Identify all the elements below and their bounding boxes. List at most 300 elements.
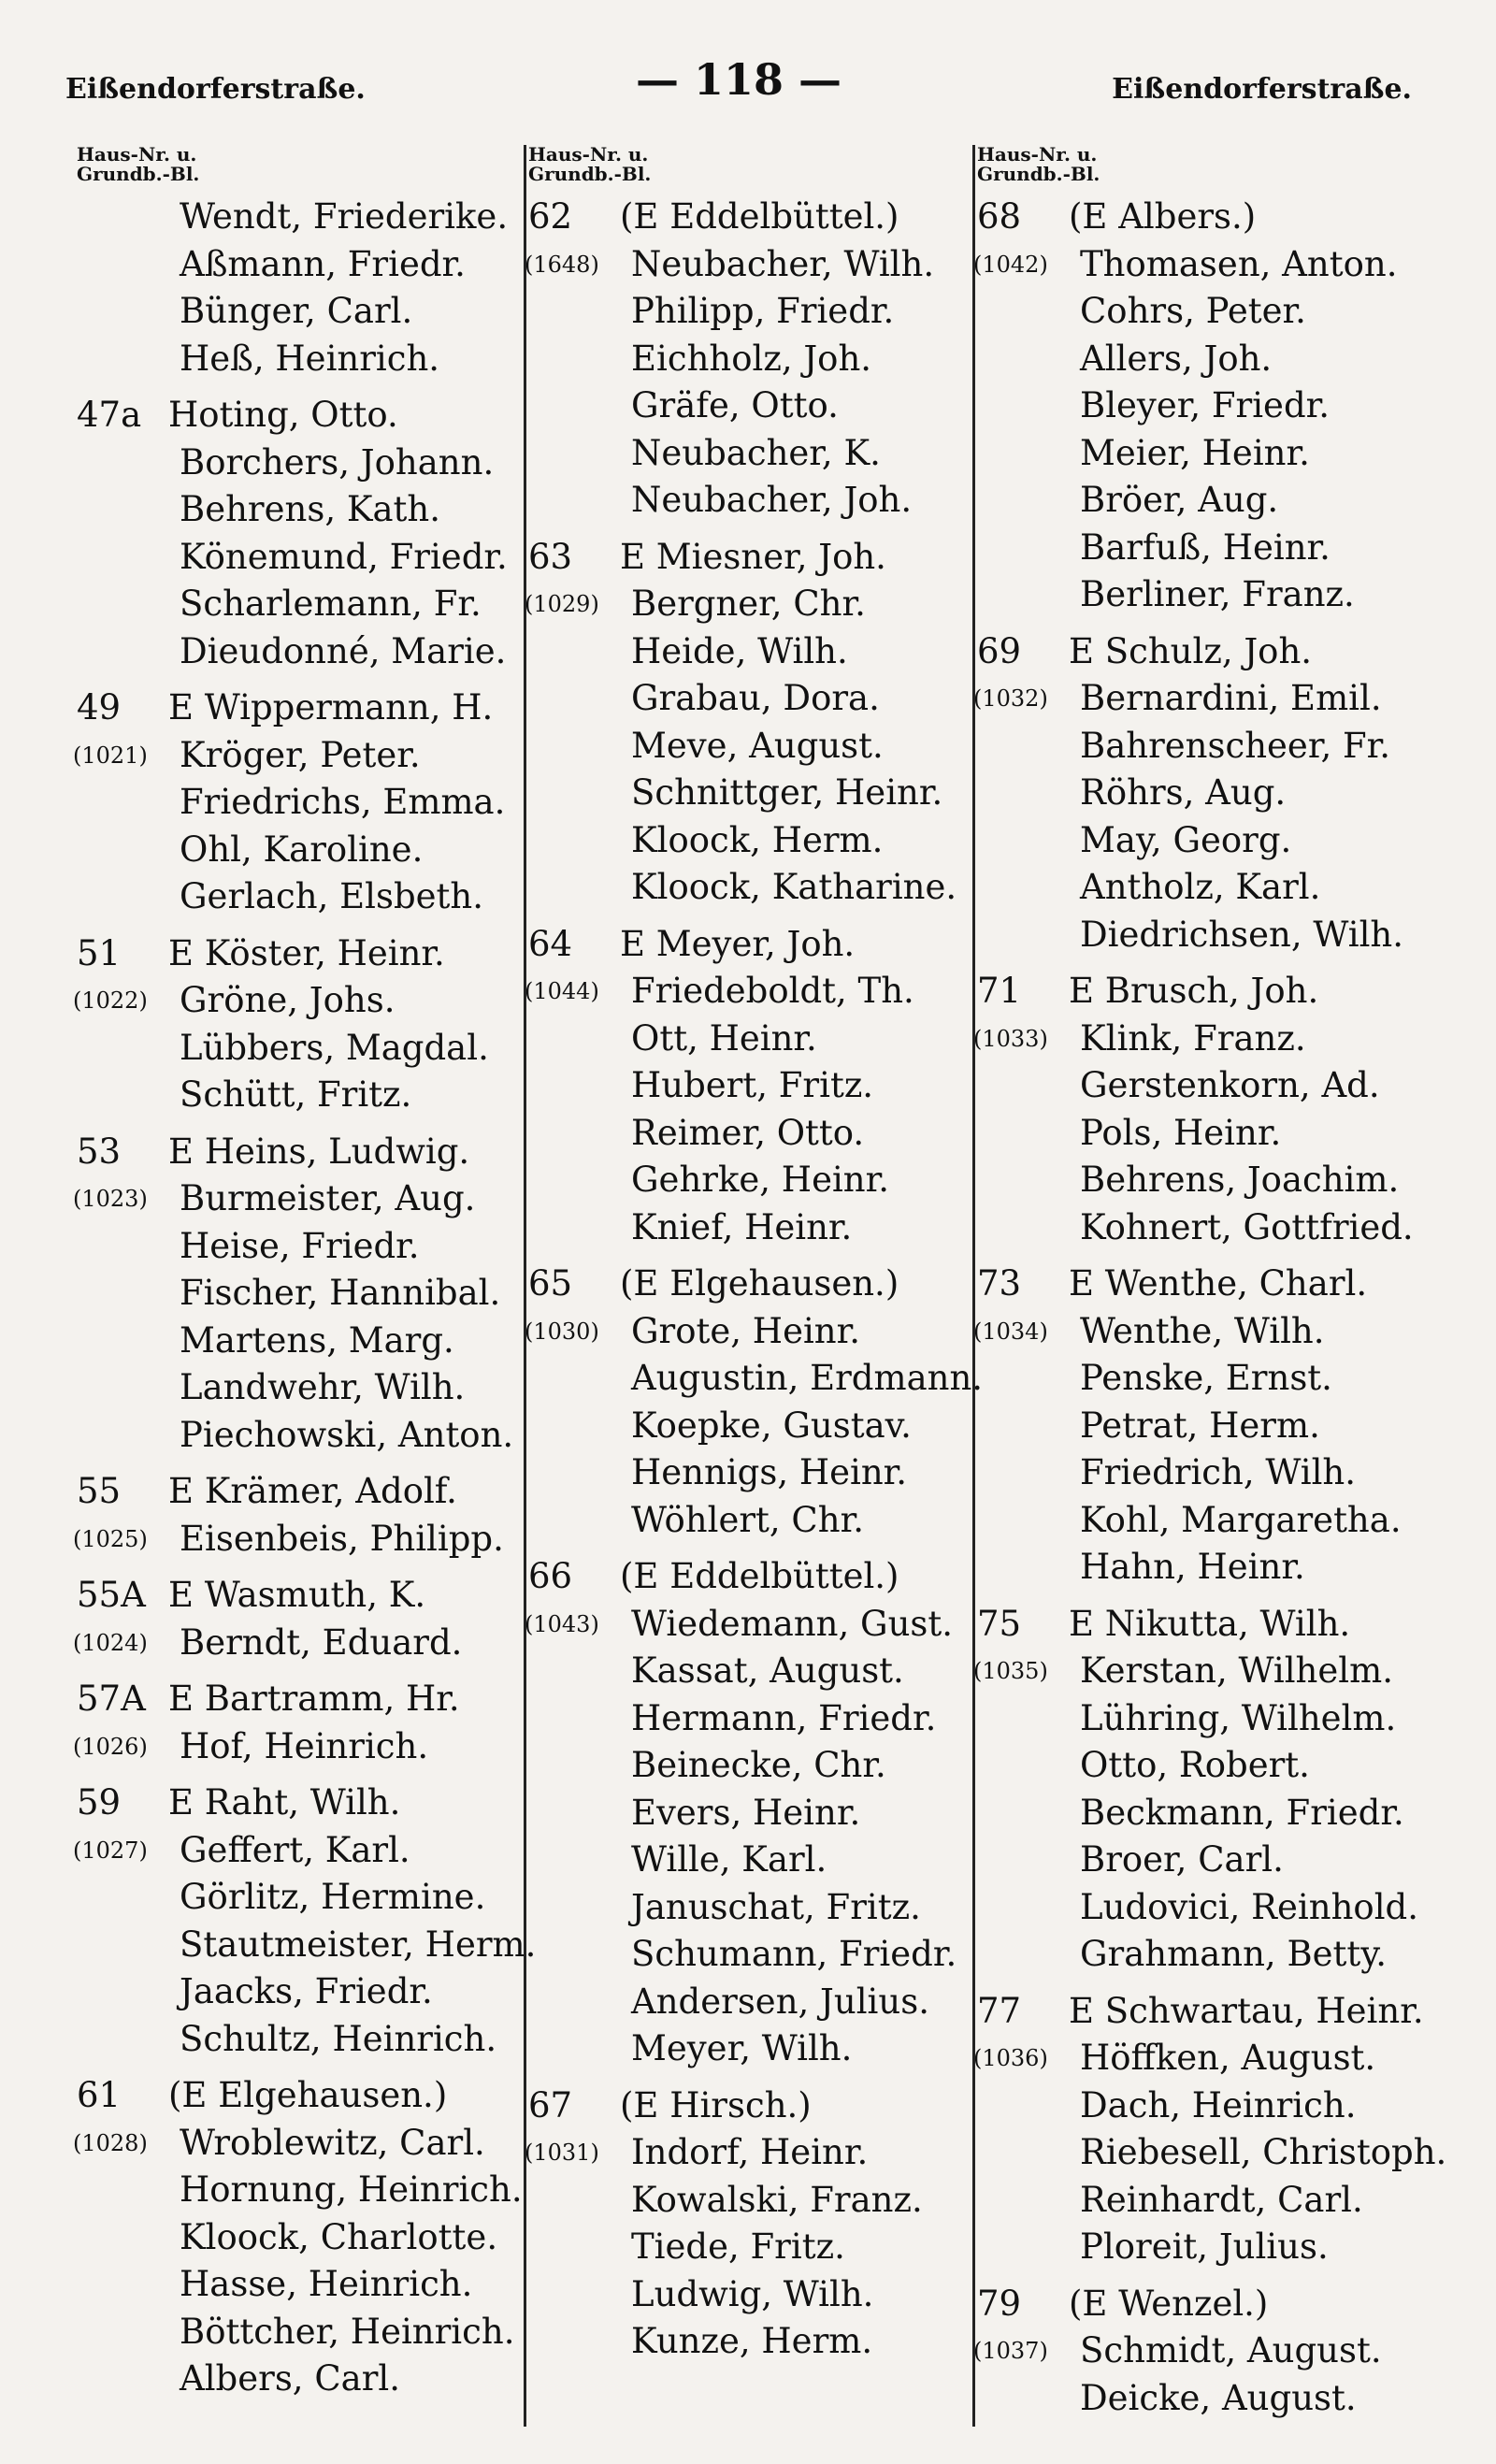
resident-row xyxy=(975,1449,1415,1497)
house-owner: (E Wenzel.) xyxy=(1069,2283,1269,2324)
house-owner: E Wasmuth, K. xyxy=(168,1575,426,1615)
entry-gap xyxy=(526,1544,966,1553)
resident-row xyxy=(526,1062,966,1110)
resident-name: Broer, Carl. xyxy=(1080,1839,1284,1880)
resident-row xyxy=(975,1497,1415,1545)
resident-name: Behrens, Joachim. xyxy=(1080,1160,1400,1200)
house-entry xyxy=(973,1979,1447,2271)
resident-row xyxy=(975,1403,1415,1450)
entry-gap xyxy=(975,1251,1415,1261)
resident-name: Meier, Heinr. xyxy=(1080,432,1310,473)
resident-row xyxy=(975,770,1415,817)
resident-name: Schmidt, August. xyxy=(1080,2330,1382,2370)
resident-row xyxy=(526,1308,966,1356)
resident-name: Antholz, Karl. xyxy=(1080,867,1321,907)
resident-row xyxy=(526,1884,966,1932)
house-owner: E Heins, Ludwig. xyxy=(168,1131,470,1172)
resident-row xyxy=(975,288,1415,336)
house-row xyxy=(975,1261,1415,1308)
resident-name: Kassat, August. xyxy=(631,1650,904,1691)
house-owner: E Schulz, Joh. xyxy=(1069,630,1313,671)
resident-name: Grote, Heinr. xyxy=(631,1310,861,1351)
house-row xyxy=(75,1676,514,1723)
house-row xyxy=(75,1780,514,1827)
column-heading-line1: Haus-Nr. u. xyxy=(977,143,1098,166)
resident-row xyxy=(75,1025,514,1073)
resident-name: Könemund, Friedr. xyxy=(180,536,508,577)
house-number: 57A xyxy=(77,1679,146,1719)
house-entry xyxy=(975,194,1415,619)
resident-name: Augustin, Erdmann. xyxy=(631,1358,984,1398)
resident-name: Reimer, Otto. xyxy=(631,1112,865,1153)
house-owner: E Meyer, Joh. xyxy=(620,923,856,964)
resident-name: Wöhlert, Chr. xyxy=(631,1499,864,1540)
resident-row xyxy=(975,1157,1415,1204)
entry-gap xyxy=(75,1770,514,1780)
resident-name: Tiede, Fritz. xyxy=(631,2226,845,2267)
house-row xyxy=(526,534,966,582)
house-number: 73 xyxy=(977,1263,1022,1304)
resident-name: Meyer, Wilh. xyxy=(631,2028,853,2068)
house-row xyxy=(75,684,514,732)
resident-row xyxy=(75,2016,514,2064)
house-entry xyxy=(526,2073,966,2366)
resident-name: Piechowski, Anton. xyxy=(180,1414,514,1455)
resident-row xyxy=(75,827,514,874)
resident-name: Philipp, Friedr. xyxy=(631,291,895,331)
resident-name: Jaacks, Friedr. xyxy=(180,1971,433,2011)
grundbuch-number: (1032) xyxy=(973,685,1048,712)
house-row xyxy=(526,921,966,969)
resident-row xyxy=(75,2120,514,2168)
resident-row xyxy=(526,1931,966,1979)
resident-row xyxy=(526,1355,984,1403)
house-number: 49 xyxy=(77,687,122,728)
resident-name: Wenthe, Wilh. xyxy=(1080,1310,1325,1351)
resident-row xyxy=(526,817,966,865)
resident-name: Kerstan, Wilhelm. xyxy=(1080,1650,1393,1691)
house-row xyxy=(75,392,514,439)
resident-name: Lübbers, Magdal. xyxy=(180,1027,489,1068)
house-number: 62 xyxy=(528,196,573,237)
column-2 xyxy=(524,143,984,2427)
resident-name: Pols, Heinr. xyxy=(1080,1112,1282,1153)
grundbuch-number: (1042) xyxy=(973,251,1048,278)
entry-gap xyxy=(75,382,514,392)
house-row xyxy=(75,2072,514,2120)
column-heading-line2: Grundb.-Bl. xyxy=(528,163,652,185)
resident-name: Wroblewitz, Carl. xyxy=(180,2122,485,2163)
grundbuch-number: (1030) xyxy=(525,1318,599,1345)
resident-name: Ludovici, Reinhold. xyxy=(1080,1886,1418,1927)
resident-row xyxy=(975,723,1415,771)
resident-row xyxy=(526,2318,966,2366)
column-3 xyxy=(972,143,1447,2427)
resident-name: Martens, Marg. xyxy=(180,1319,454,1361)
house-owner: (E Elgehausen.) xyxy=(168,2075,448,2115)
resident-row xyxy=(526,1648,966,1695)
resident-row xyxy=(75,977,514,1025)
column-heading xyxy=(528,145,966,194)
house-number: 59 xyxy=(77,1782,122,1823)
resident-row xyxy=(75,1922,537,1969)
entry-gap xyxy=(526,525,966,534)
resident-row xyxy=(975,1544,1415,1592)
resident-name: Böttcher, Heinrich. xyxy=(180,2311,515,2352)
resident-name: Röhrs, Aug. xyxy=(1080,772,1287,813)
resident-name: Berliner, Franz. xyxy=(1080,574,1355,614)
house-row xyxy=(75,1468,514,1516)
resident-name: Hennigs, Heinr. xyxy=(631,1452,908,1492)
resident-row xyxy=(75,1827,514,1875)
house-number: 55 xyxy=(77,1471,122,1511)
resident-name: Eisenbeis, Philipp. xyxy=(180,1518,504,1559)
house-number: 61 xyxy=(77,2075,122,2115)
resident-name: Gröne, Johs. xyxy=(180,980,396,1020)
resident-row xyxy=(75,2356,514,2403)
resident-row xyxy=(975,1742,1415,1790)
resident-row xyxy=(75,1516,514,1563)
house-owner: E Krämer, Adolf. xyxy=(168,1471,457,1511)
resident-row xyxy=(75,1968,514,2016)
resident-name: Behrens, Kath. xyxy=(180,489,440,529)
grundbuch-number: (1026) xyxy=(73,1733,148,1760)
resident-name: Dieudonné, Marie. xyxy=(180,630,507,671)
resident-name: Grahmann, Betty. xyxy=(1080,1934,1388,1974)
house-number: 69 xyxy=(977,630,1022,671)
entry-gap xyxy=(75,2063,514,2072)
house-owner: (E Eddelbüttel.) xyxy=(620,196,899,237)
house-number: 53 xyxy=(77,1131,122,1172)
resident-name: Neubacher, K. xyxy=(631,432,881,473)
resident-row xyxy=(975,2177,1415,2225)
resident-row xyxy=(526,288,966,336)
house-entry xyxy=(526,912,966,1252)
entry-gap xyxy=(75,1666,514,1676)
house-entry xyxy=(973,1592,1418,1979)
house-number: 47a xyxy=(77,395,142,435)
resident-name: Reinhardt, Carl. xyxy=(1080,2179,1363,2220)
resident-row xyxy=(75,439,514,487)
resident-row xyxy=(75,2167,523,2214)
resident-name: Heß, Heinrich. xyxy=(180,338,440,379)
resident-row xyxy=(75,2309,514,2356)
resident-row xyxy=(975,1062,1415,1110)
resident-name: Kohnert, Gottfried. xyxy=(1080,1206,1414,1247)
grundbuch-number: (1648) xyxy=(525,251,599,278)
resident-name: Heise, Friedr. xyxy=(180,1225,420,1266)
house-entry xyxy=(75,1459,514,1563)
resident-row xyxy=(526,628,966,676)
resident-name: Hasse, Heinrich. xyxy=(180,2264,473,2304)
resident-name: Thomasen, Anton. xyxy=(1080,243,1398,284)
page-header xyxy=(65,54,1412,110)
entry-gap xyxy=(75,921,514,930)
entry-gap xyxy=(975,2271,1415,2281)
resident-name: Kloock, Herm. xyxy=(631,819,884,860)
house-entry xyxy=(526,1544,966,2073)
grundbuch-number: (1023) xyxy=(73,1186,148,1212)
resident-row xyxy=(526,1157,966,1204)
resident-row xyxy=(526,770,966,817)
house-number: 55A xyxy=(77,1575,146,1615)
grundbuch-number: (1031) xyxy=(525,2140,599,2166)
resident-row xyxy=(75,194,514,241)
resident-name: Lühring, Wilhelm. xyxy=(1080,1697,1397,1738)
entry-gap xyxy=(526,1251,966,1261)
resident-row xyxy=(75,336,514,383)
resident-name: Ohl, Karoline. xyxy=(180,829,424,870)
house-number: 51 xyxy=(77,932,122,973)
resident-name: Kohl, Margaretha. xyxy=(1080,1499,1402,1540)
column-heading xyxy=(977,145,1415,194)
resident-name: Koepke, Gustav. xyxy=(631,1405,912,1446)
resident-row xyxy=(526,241,966,289)
resident-name: Meve, August. xyxy=(631,725,884,766)
resident-row xyxy=(975,525,1415,572)
house-entry xyxy=(975,619,1415,959)
resident-row xyxy=(75,2214,514,2262)
resident-row xyxy=(75,1175,514,1223)
resident-name: Eichholz, Joh. xyxy=(631,338,872,379)
house-row xyxy=(526,2082,966,2130)
house-number: 65 xyxy=(528,1263,573,1304)
resident-name: Januschat, Fritz. xyxy=(631,1886,921,1927)
house-row xyxy=(975,628,1415,676)
house-entry xyxy=(75,1563,514,1666)
resident-row xyxy=(526,723,966,771)
resident-row xyxy=(526,968,966,1016)
house-row xyxy=(975,2281,1415,2328)
resident-row xyxy=(526,1742,966,1790)
entries-list xyxy=(973,194,1447,2422)
grundbuch-number: (1021) xyxy=(73,742,148,769)
house-owner: Hoting, Otto. xyxy=(168,395,398,435)
grundbuch-number: (1034) xyxy=(973,1318,1048,1345)
grundbuch-number: (1033) xyxy=(973,1025,1048,1052)
resident-row xyxy=(526,382,966,430)
resident-name: Diedrichsen, Wilh. xyxy=(1080,914,1404,955)
resident-row xyxy=(975,864,1415,912)
resident-name: Bernardini, Emil. xyxy=(1080,678,1382,718)
house-number: 63 xyxy=(528,536,573,577)
resident-name: Gehrke, Heinr. xyxy=(631,1160,890,1200)
house-number: 79 xyxy=(977,2283,1022,2324)
resident-name: Riebesell, Christoph. xyxy=(1080,2132,1447,2172)
resident-name: Hahn, Heinr. xyxy=(1080,1547,1305,1587)
resident-name: Allers, Joh. xyxy=(1080,338,1273,379)
resident-name: Bahrenscheer, Fr. xyxy=(1080,725,1391,766)
resident-name: Fischer, Hannibal. xyxy=(180,1273,501,1313)
resident-name: Hubert, Fritz. xyxy=(631,1065,874,1105)
resident-row xyxy=(975,1308,1415,1356)
resident-name: Bleyer, Friedr. xyxy=(1080,385,1331,425)
resident-name: Bröer, Aug. xyxy=(1080,480,1279,520)
house-entry xyxy=(75,1666,514,1770)
resident-row xyxy=(75,241,514,289)
house-row xyxy=(975,194,1415,241)
house-owner: E Nikutta, Wilh. xyxy=(1069,1603,1351,1644)
resident-row xyxy=(75,534,514,582)
page-number: — 118 — xyxy=(635,54,842,105)
resident-row xyxy=(75,1270,514,1318)
resident-name: Wiedemann, Gust. xyxy=(631,1603,954,1644)
resident-name: Heide, Wilh. xyxy=(631,630,848,671)
column-heading xyxy=(77,145,514,194)
house-owner: E Schwartau, Heinr. xyxy=(1069,1990,1424,2031)
resident-name: Beckmann, Friedr. xyxy=(1080,1792,1404,1833)
resident-name: Friedrichs, Emma. xyxy=(180,782,506,822)
resident-row xyxy=(975,1204,1415,1252)
resident-row xyxy=(526,2271,966,2319)
resident-row xyxy=(526,2025,966,2073)
resident-row xyxy=(526,1016,966,1063)
resident-name: Friedrich, Wilh. xyxy=(1080,1452,1357,1492)
resident-row xyxy=(975,2129,1447,2177)
resident-row xyxy=(975,2375,1415,2423)
resident-name: Beinecke, Chr. xyxy=(631,1745,886,1785)
house-entry xyxy=(975,2271,1415,2423)
column-heading-line2: Grundb.-Bl. xyxy=(977,163,1100,185)
house-owner: (E Eddelbüttel.) xyxy=(620,1556,899,1596)
resident-name: Görlitz, Hermine. xyxy=(180,1877,486,1917)
grundbuch-number: (1044) xyxy=(525,978,599,1004)
resident-name: Kloock, Charlotte. xyxy=(180,2216,498,2257)
resident-row xyxy=(526,1110,966,1158)
resident-name: Landwehr, Wilh. xyxy=(180,1367,466,1407)
resident-name: Otto, Robert. xyxy=(1080,1745,1310,1785)
house-entry xyxy=(75,921,514,1119)
resident-row xyxy=(526,675,966,723)
resident-row xyxy=(526,1790,966,1837)
grundbuch-number: (1025) xyxy=(73,1525,148,1552)
resident-row xyxy=(975,1884,1418,1932)
resident-name: Aßmann, Friedr. xyxy=(180,243,466,284)
resident-name: Ploreit, Julius. xyxy=(1080,2226,1329,2267)
resident-name: Bergner, Chr. xyxy=(631,584,866,624)
resident-row xyxy=(975,241,1415,289)
resident-row xyxy=(975,2327,1415,2375)
house-number: 66 xyxy=(528,1556,573,1596)
resident-row xyxy=(526,477,966,525)
resident-name: Deicke, August. xyxy=(1080,2377,1357,2418)
resident-name: Barfuß, Heinr. xyxy=(1080,526,1331,568)
resident-row xyxy=(75,1223,514,1271)
house-row xyxy=(526,1261,966,1308)
house-owner: E Raht, Wilh. xyxy=(168,1782,401,1823)
resident-row xyxy=(526,581,966,628)
resident-name: Andersen, Julius. xyxy=(631,1981,929,2022)
resident-row xyxy=(975,2082,1415,2130)
resident-row xyxy=(526,2129,966,2177)
column-heading-line1: Haus-Nr. u. xyxy=(528,143,649,166)
resident-row xyxy=(975,2224,1415,2271)
resident-row xyxy=(526,1403,966,1450)
resident-row xyxy=(975,1695,1415,1743)
resident-row xyxy=(975,1648,1415,1695)
house-entry xyxy=(73,1770,537,2063)
resident-name: Wendt, Friederike. xyxy=(180,196,509,237)
entry-gap xyxy=(526,912,966,921)
entry-gap xyxy=(526,2073,966,2082)
resident-name: Kowalski, Franz. xyxy=(631,2179,923,2220)
house-owner: E Köster, Heinr. xyxy=(168,932,445,973)
house-entry xyxy=(75,382,514,675)
header-street-right: Eißendorferstraße. xyxy=(1112,73,1412,106)
resident-name: Kloock, Katharine. xyxy=(631,867,957,907)
house-row xyxy=(975,1988,1424,2036)
house-entry xyxy=(75,1119,514,1460)
resident-name: Borchers, Johann. xyxy=(180,441,495,483)
house-row xyxy=(975,1601,1415,1649)
resident-name: Grabau, Dora. xyxy=(631,678,880,718)
resident-name: Ott, Heinr. xyxy=(631,1017,817,1059)
house-number: 75 xyxy=(977,1603,1022,1644)
entry-gap xyxy=(975,619,1415,628)
resident-name: Hof, Heinrich. xyxy=(180,1725,429,1766)
resident-name: Stautmeister, Herm. xyxy=(180,1924,537,1965)
resident-name: Dach, Heinrich. xyxy=(1080,2084,1357,2125)
house-entry xyxy=(73,2063,523,2403)
resident-row xyxy=(75,1620,514,1667)
resident-row xyxy=(75,486,514,534)
resident-row xyxy=(975,1931,1415,1979)
resident-name: Gräfe, Otto. xyxy=(631,385,839,425)
resident-row xyxy=(75,628,514,676)
entry-gap xyxy=(75,1563,514,1572)
resident-row xyxy=(526,1979,966,2026)
resident-row xyxy=(975,336,1415,383)
house-owner: E Bartramm, Hr. xyxy=(168,1679,460,1719)
resident-row xyxy=(526,2224,966,2271)
resident-row xyxy=(975,2035,1415,2082)
grundbuch-number: (1036) xyxy=(973,2045,1048,2071)
house-owner: (E Hirsch.) xyxy=(620,2084,812,2125)
house-entry xyxy=(526,525,966,912)
resident-name: Gerstenkorn, Ad. xyxy=(1080,1065,1380,1105)
resident-row xyxy=(526,2177,966,2225)
resident-name: Schnittger, Heinr. xyxy=(631,772,943,813)
resident-name: Knief, Heinr. xyxy=(631,1206,853,1247)
grundbuch-number: (1043) xyxy=(525,1610,599,1637)
house-owner: (E Elgehausen.) xyxy=(620,1263,899,1304)
resident-name: Hermann, Friedr. xyxy=(631,1697,937,1738)
resident-row xyxy=(75,1318,514,1365)
resident-name: Evers, Heinr. xyxy=(631,1792,861,1833)
resident-row xyxy=(526,1601,966,1649)
resident-name: Hornung, Heinrich. xyxy=(180,2169,523,2210)
resident-row xyxy=(75,779,514,827)
grundbuch-number: (1022) xyxy=(73,987,148,1014)
resident-row xyxy=(526,1837,966,1884)
resident-name: Cohrs, Peter. xyxy=(1080,291,1306,331)
resident-name: Kröger, Peter. xyxy=(180,734,421,775)
house-owner: E Miesner, Joh. xyxy=(620,536,886,577)
house-number: 67 xyxy=(528,2084,573,2125)
entries-list xyxy=(525,194,984,2366)
house-entry xyxy=(975,1251,1415,1592)
grundbuch-number: (1028) xyxy=(73,2129,148,2156)
house-number: 71 xyxy=(977,971,1022,1011)
entry-gap xyxy=(975,1979,1415,1988)
resident-row xyxy=(975,912,1415,959)
house-row xyxy=(526,194,966,241)
resident-row xyxy=(75,732,514,780)
resident-row xyxy=(75,1874,514,1922)
house-row xyxy=(75,1129,514,1176)
resident-row xyxy=(975,817,1415,865)
grundbuch-number: (1029) xyxy=(525,591,599,617)
